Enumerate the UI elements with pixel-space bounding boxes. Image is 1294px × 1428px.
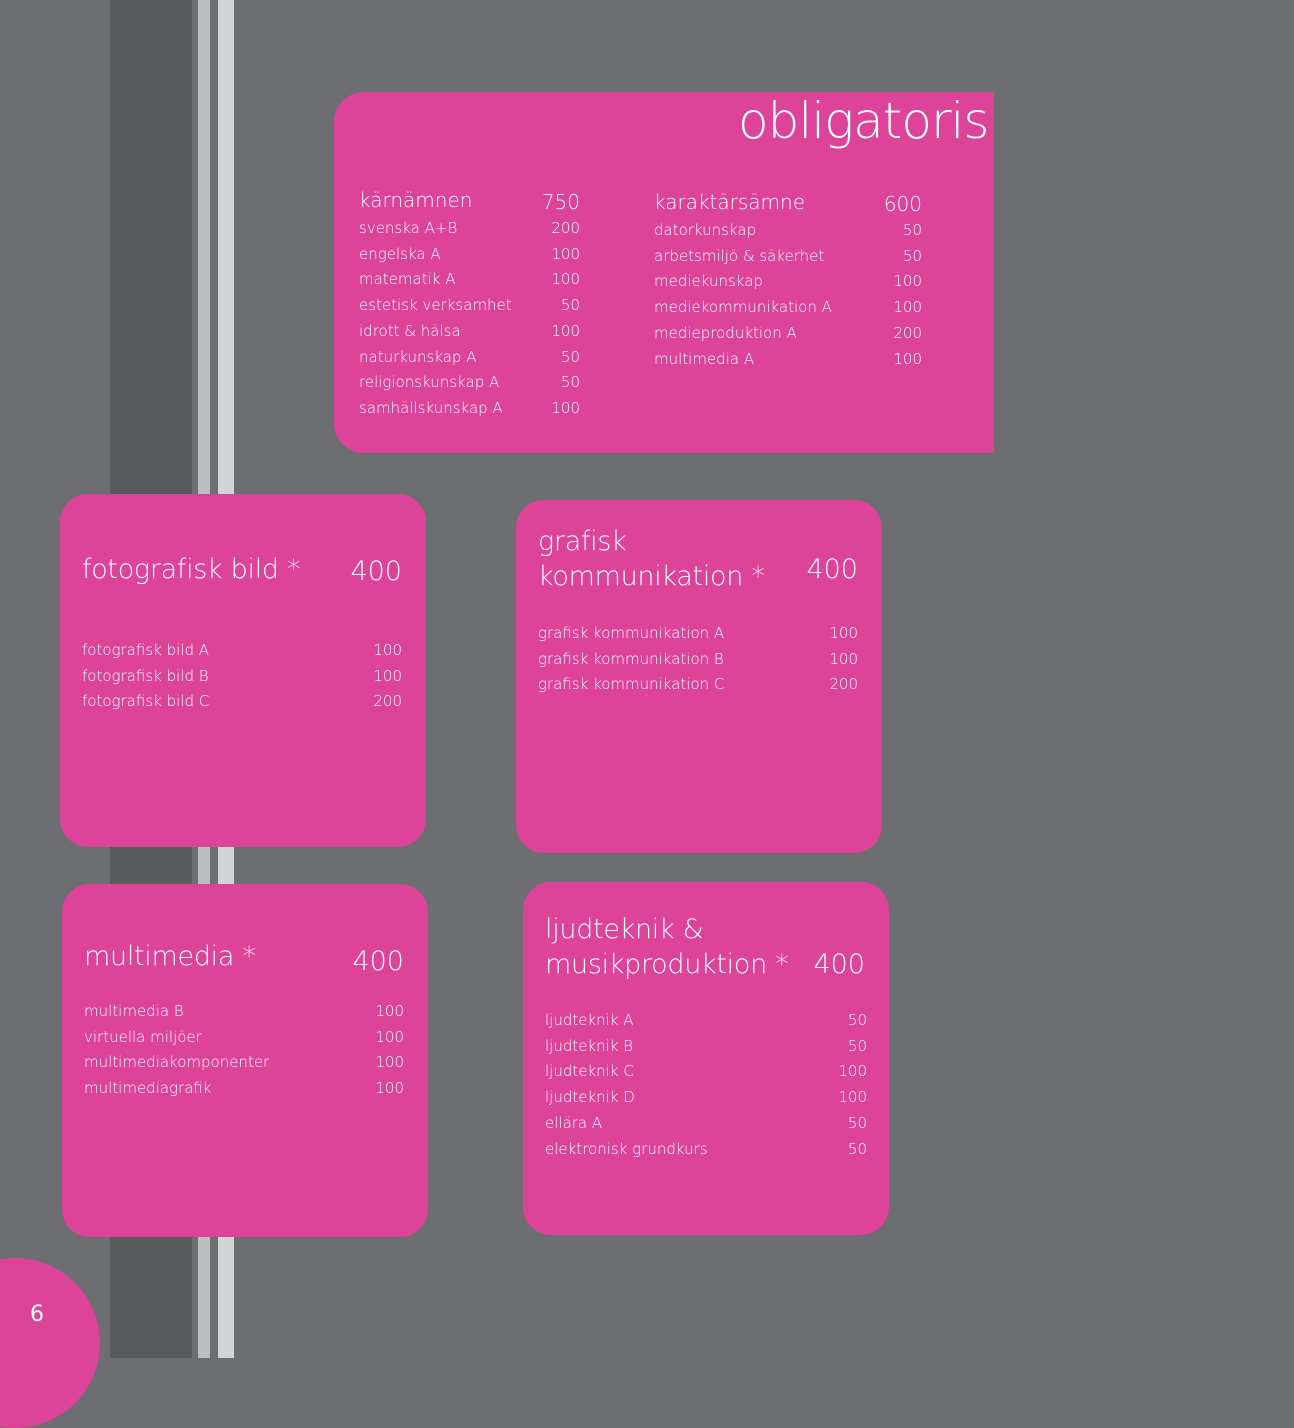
course-name: multimedia A bbox=[654, 349, 755, 368]
course-points: 100 bbox=[893, 298, 922, 317]
course-points: 100 bbox=[551, 244, 580, 263]
ljudteknik-header-line1: ljudteknik & bbox=[545, 914, 704, 945]
grafisk-header-line2: kommunikation * bbox=[538, 561, 765, 592]
course-points: 50 bbox=[847, 1139, 867, 1158]
course-points: 100 bbox=[838, 1088, 867, 1107]
page-number: 6 bbox=[30, 1302, 44, 1327]
course-name: ljudteknik C bbox=[545, 1062, 634, 1081]
course-points: 50 bbox=[847, 1011, 867, 1029]
ljudteknik-total: 400 bbox=[813, 949, 865, 980]
course-name: grafisk kommunikation C bbox=[538, 675, 725, 694]
course-points: 100 bbox=[373, 666, 402, 685]
course-name: idrott & hälsa bbox=[359, 321, 461, 340]
course-points: 50 bbox=[560, 347, 580, 366]
fotografisk-header: fotografisk bild * bbox=[82, 554, 301, 585]
section-title: obligatoris bbox=[738, 92, 989, 150]
course-name: engelska A bbox=[359, 244, 441, 263]
fotografisk-bild-panel bbox=[60, 494, 426, 847]
course-points: 50 bbox=[560, 296, 580, 315]
course-name: ljudteknik B bbox=[545, 1036, 634, 1055]
course-name: estetisk verksamhet bbox=[359, 296, 512, 315]
course-name: fotografisk bild C bbox=[82, 692, 210, 711]
multimedia-total: 400 bbox=[352, 946, 404, 977]
course-points: 100 bbox=[375, 1002, 404, 1020]
course-name: datorkunskap bbox=[654, 221, 757, 239]
course-points: 50 bbox=[847, 1113, 867, 1132]
multimedia-header: multimedia * bbox=[84, 941, 256, 972]
course-points: 50 bbox=[902, 221, 922, 239]
course-points: 50 bbox=[560, 373, 580, 392]
course-points: 100 bbox=[829, 624, 858, 642]
course-points: 200 bbox=[829, 675, 858, 694]
course-name: samhällskunskap A bbox=[359, 398, 503, 417]
course-points: 200 bbox=[373, 692, 402, 711]
obligatory-courses-panel bbox=[334, 92, 994, 453]
course-name: multimedia B bbox=[84, 1002, 184, 1020]
course-name: fotografisk bild B bbox=[82, 666, 209, 685]
karaktarsamne-header: karaktärsämne bbox=[654, 190, 806, 214]
course-points: 200 bbox=[893, 323, 922, 342]
course-points: 100 bbox=[829, 649, 858, 668]
grafisk-kommunikation-panel bbox=[516, 500, 882, 853]
course-points: 100 bbox=[373, 641, 402, 659]
grafisk-header-line1: grafisk bbox=[538, 526, 627, 557]
course-name: grafisk kommunikation B bbox=[538, 649, 724, 668]
course-name: grafisk kommunikation A bbox=[538, 624, 725, 642]
fotografisk-total: 400 bbox=[350, 556, 402, 587]
course-name: multimediagrafik bbox=[84, 1079, 212, 1098]
ljudteknik-panel bbox=[523, 882, 889, 1235]
karnamnen-header: kärnämnen bbox=[359, 188, 473, 212]
course-points: 100 bbox=[375, 1027, 404, 1046]
course-name: fotografisk bild A bbox=[82, 641, 210, 659]
page-number-badge bbox=[0, 1258, 100, 1428]
grafisk-total: 400 bbox=[806, 554, 858, 585]
course-name: ljudteknik D bbox=[545, 1088, 635, 1107]
course-points: 50 bbox=[847, 1036, 867, 1055]
course-name: elektronisk grundkurs bbox=[545, 1139, 708, 1158]
multimedia-panel bbox=[62, 884, 428, 1237]
course-name: ljudteknik A bbox=[545, 1011, 634, 1029]
ljudteknik-header-line2: musikproduktion * bbox=[545, 949, 789, 980]
course-name: multimediakomponenter bbox=[84, 1053, 270, 1072]
course-name: matematik A bbox=[359, 270, 456, 289]
course-name: ellära A bbox=[545, 1113, 603, 1132]
course-name: naturkunskap A bbox=[359, 347, 477, 366]
course-points: 100 bbox=[551, 398, 580, 417]
course-points: 100 bbox=[551, 321, 580, 340]
course-points: 200 bbox=[551, 219, 580, 237]
karaktarsamne-total: 600 bbox=[883, 192, 922, 216]
course-name: mediekunskap bbox=[654, 272, 763, 291]
course-name: religionskunskap A bbox=[359, 373, 500, 392]
course-points: 100 bbox=[375, 1053, 404, 1072]
course-points: 100 bbox=[893, 272, 922, 291]
course-name: medieproduktion A bbox=[654, 323, 797, 342]
karnamnen-total: 750 bbox=[541, 190, 580, 214]
course-points: 100 bbox=[838, 1062, 867, 1081]
course-name: mediekommunikation A bbox=[654, 298, 832, 317]
course-points: 100 bbox=[375, 1079, 404, 1098]
course-points: 100 bbox=[551, 270, 580, 289]
course-points: 100 bbox=[893, 349, 922, 368]
course-name: virtuella miljöer bbox=[84, 1027, 202, 1046]
course-points: 50 bbox=[902, 246, 922, 265]
course-name: svenska A+B bbox=[359, 219, 458, 237]
course-name: arbetsmiljö & säkerhet bbox=[654, 246, 825, 265]
